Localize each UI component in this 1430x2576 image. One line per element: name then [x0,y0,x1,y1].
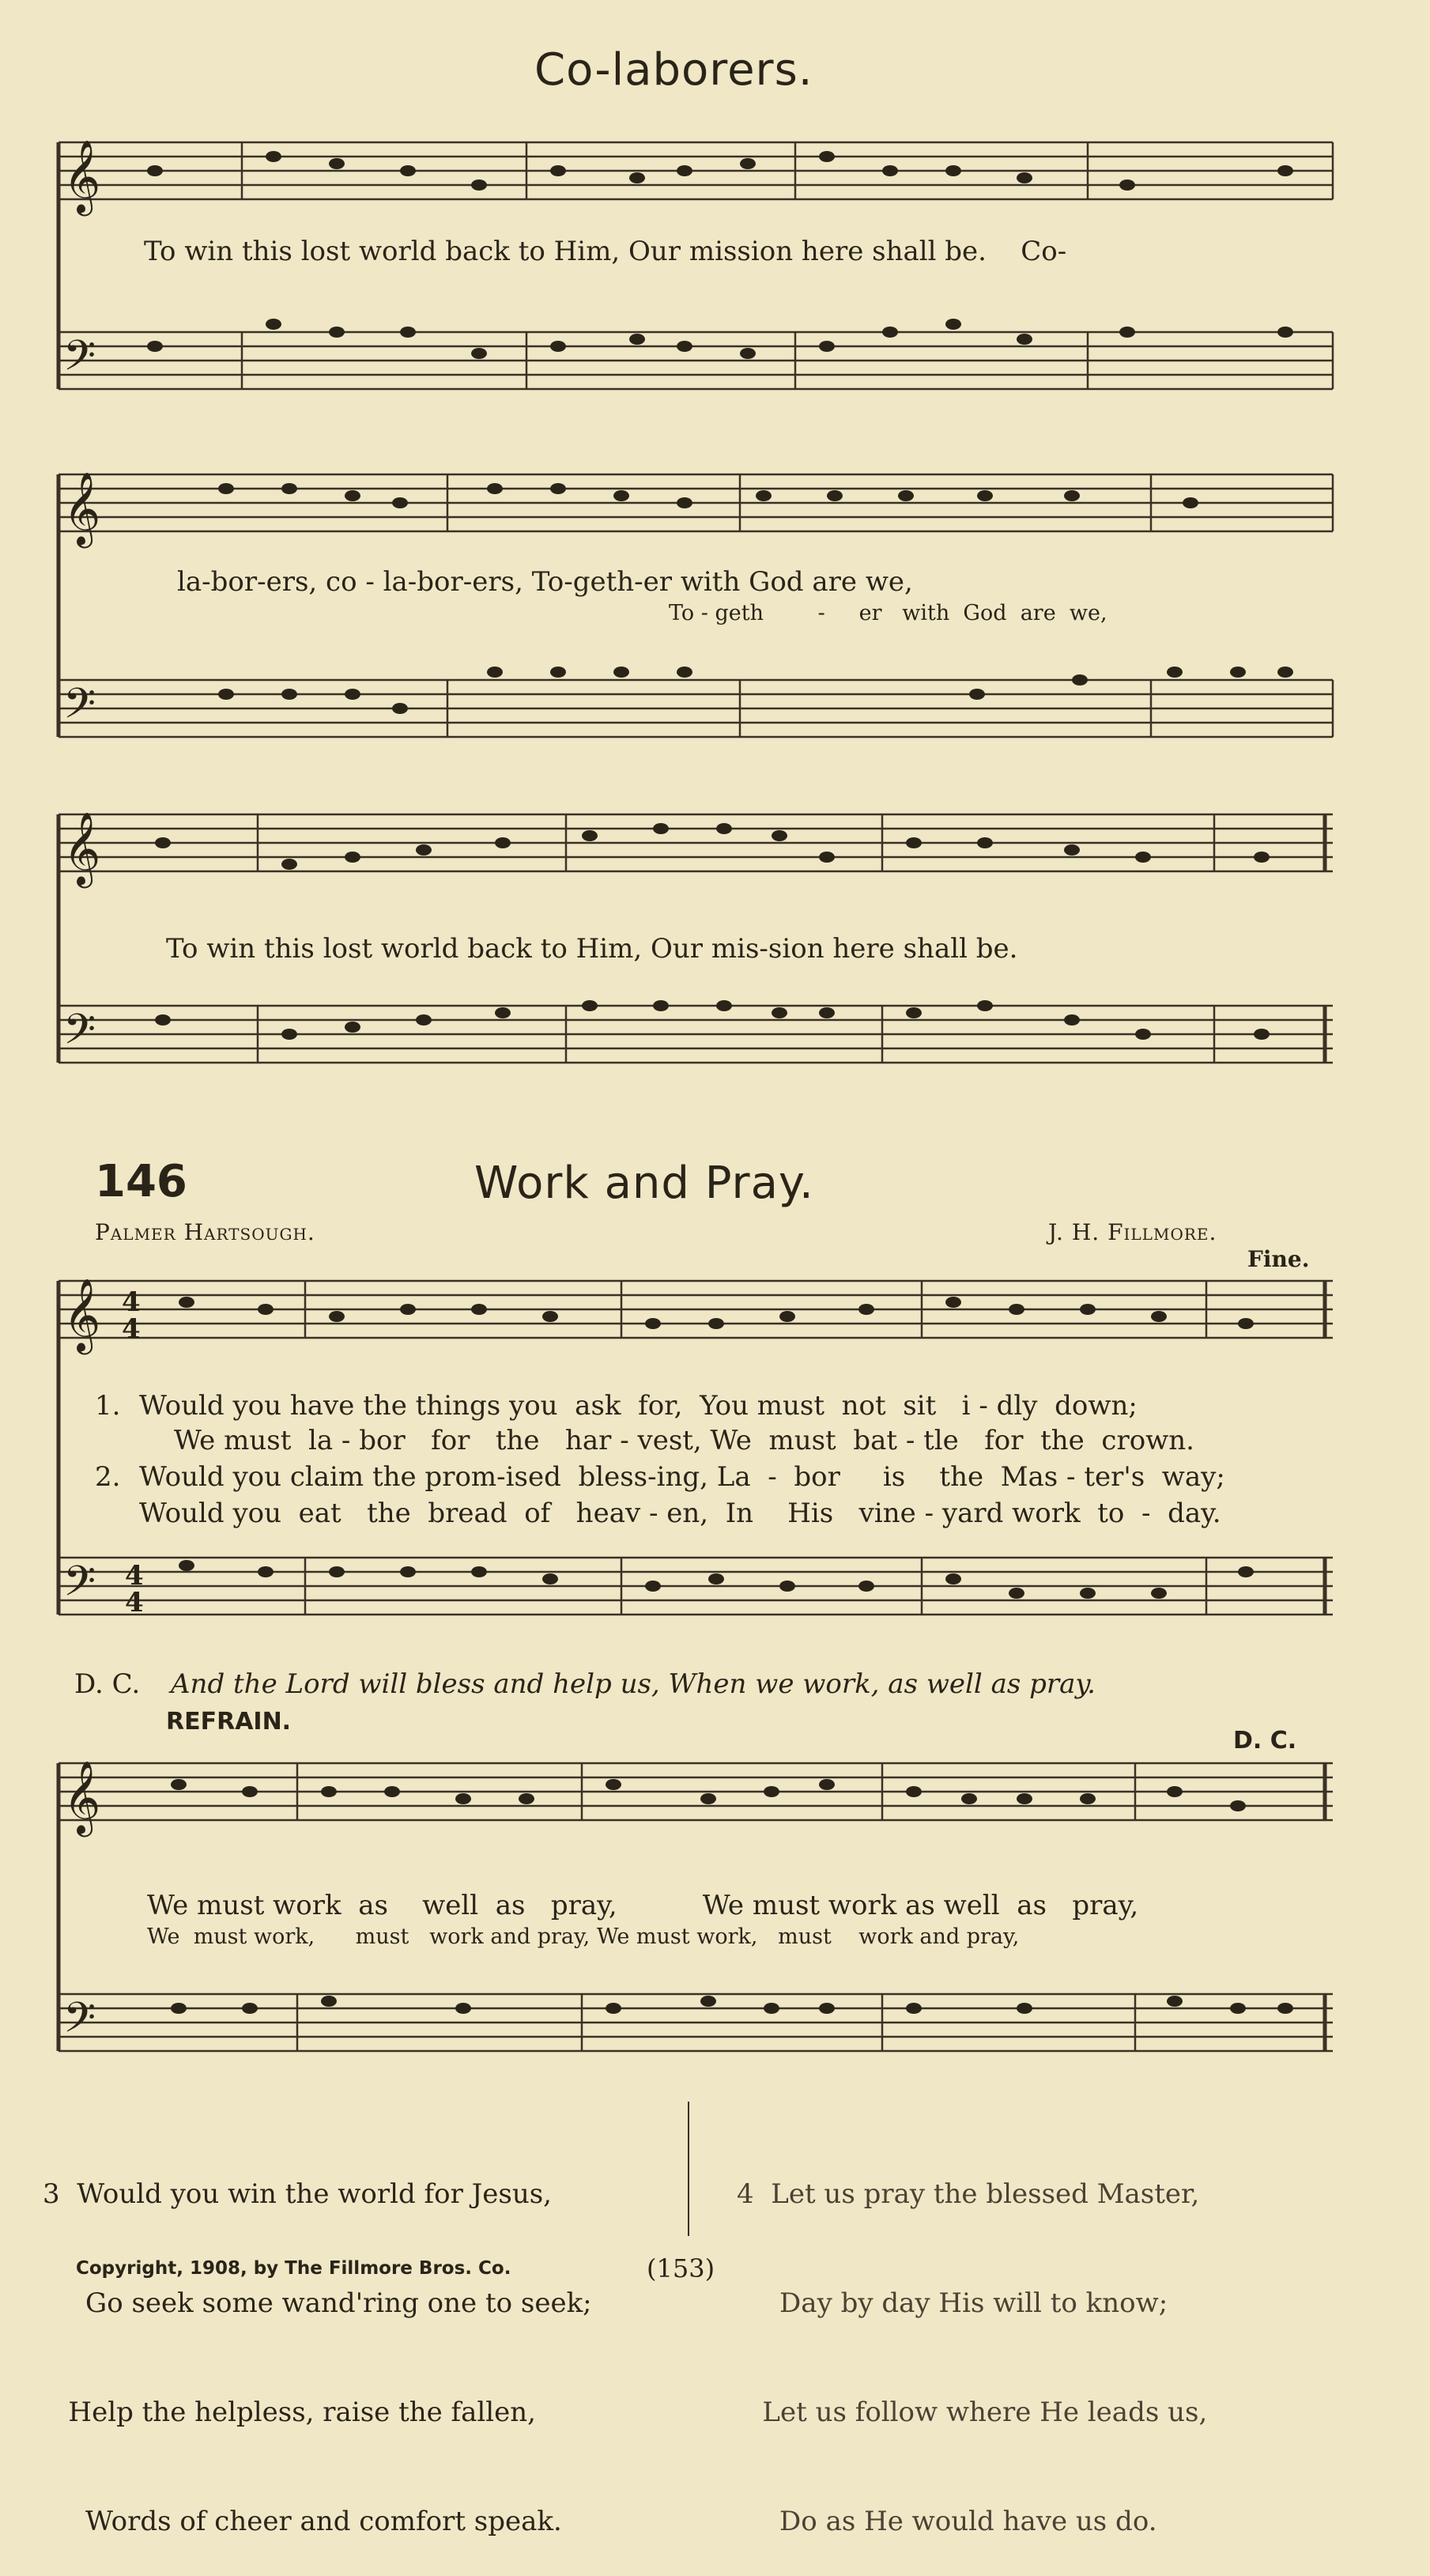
stanza-number: 2. [95,1461,121,1493]
stanza-line: Would you eat the bread of heav - en, In His vine - yard work to - day. [139,1498,1221,1529]
verse-line: Help the helpless, raise the fallen, [43,2397,536,2428]
svg-text:𝄞: 𝄞 [63,139,101,213]
svg-text:𝄢: 𝄢 [63,680,96,738]
composer-credit: J. H. Fillmore. [1048,1219,1217,1245]
hymn-number: 146 [95,1156,187,1207]
stanza-line: Would you claim the prom-ised bless-ing, La - bor is the Mas - ter's way; [139,1461,1225,1493]
copyright-notice: Copyright, 1908, by The Fillmore Bros. Co. [76,2258,511,2279]
lyric-line: To win this lost world back to Him, Our mis-sion here shall be. [166,933,1018,965]
lyric-line: To win this lost world back to Him, Our mission here shall be. Co- [144,236,1067,267]
verse-line: Go seek some wand'ring one to seek; [43,2287,592,2319]
dc-text: And the Lord will bless and help us, When we work, as well as pray. [171,1668,1096,1700]
svg-text:𝄢: 𝄢 [63,1558,96,1616]
svg-text:4: 4 [122,1286,141,1318]
refrain-lyric: We must work as well as pray, We must work as well as pray, [147,1890,1139,1921]
verse-3 [43,2103,592,2576]
svg-text:𝄢: 𝄢 [63,1994,96,2053]
column-divider [688,2102,689,2236]
verse-line: 4 Let us pray the blessed Master, [737,2178,1200,2210]
page-number: (153) [647,2253,715,2283]
dc-marking: D. C. [1233,1727,1297,1754]
verse-line: Do as He would have us do. [737,2506,1157,2537]
lyric-line: la-bor-ers, co - la-bor-ers, To-geth-er with God are we, [177,566,913,598]
svg-text:4: 4 [125,1587,144,1618]
refrain-echo-lyric: We must work, must work and pray, We must work, must work and pray, [147,1924,1020,1949]
stanza-line: Would you have the things you ask for, You must not sit i - dly down; [139,1390,1138,1422]
verse-line: Let us follow where He leads us, [737,2397,1208,2428]
dc-label: D. C. [74,1668,141,1700]
hymn-title: Work and Pray. [474,1158,814,1209]
stanza-number: 1. [95,1390,121,1422]
verse-line: Day by day His will to know; [737,2287,1168,2319]
music-staff-system [52,127,1341,419]
verse-4 [737,2103,1207,2576]
svg-text:𝄞: 𝄞 [63,1760,101,1834]
svg-text:𝄞: 𝄞 [63,1278,101,1351]
verse-line: 3 Would you win the world for Jesus, [43,2178,552,2210]
svg-text:4: 4 [125,1560,144,1592]
verse-line: Words of cheer and comfort speak. [43,2506,562,2537]
svg-text:𝄢: 𝄢 [63,1006,96,1064]
stanza-line: We must la - bor for the har - vest, We must bat - tle for the crown. [174,1425,1194,1456]
bass-echo-lyric: To - geth - er with God are we, [669,601,1107,625]
svg-text:𝄢: 𝄢 [63,332,96,391]
hymn-title: Co-laborers. [534,44,813,96]
author-credit: Palmer Hartsough. [95,1219,315,1245]
svg-text:𝄞: 𝄞 [63,811,101,885]
refrain-label: REFRAIN. [166,1708,292,1736]
svg-text:𝄞: 𝄞 [63,471,101,545]
fine-marking: Fine. [1247,1246,1310,1272]
svg-text:4: 4 [122,1313,141,1345]
